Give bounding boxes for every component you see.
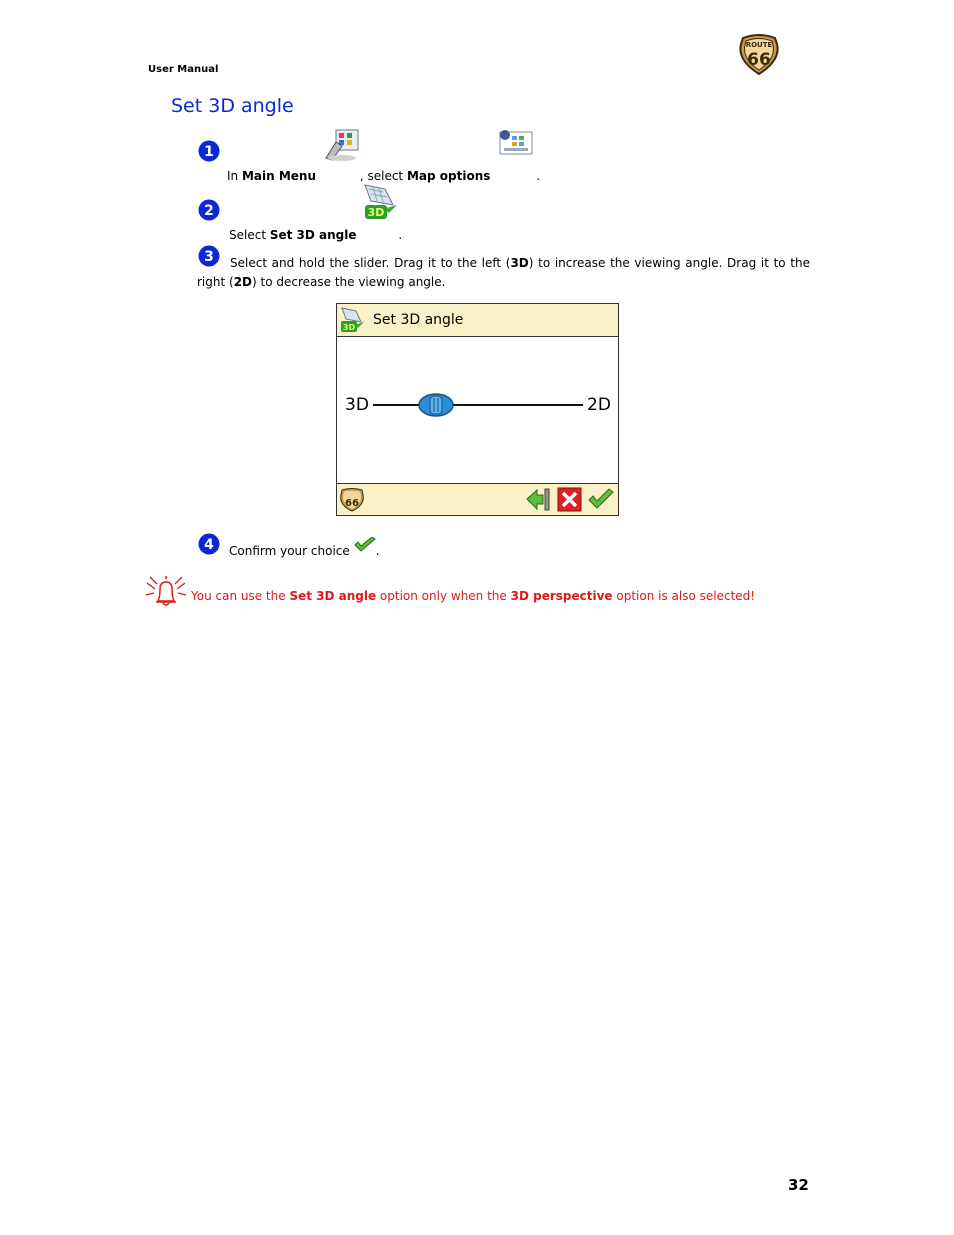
angle-slider-track[interactable] [373,404,583,406]
step-1-text: In Main Menu , select Map options . [227,150,540,186]
warning-text: You can use the Set 3D angle option only when the 3D perspective option is also selected! [191,589,756,603]
main-menu-icon [320,150,360,186]
map-options-icon [494,150,536,186]
warning-note [145,575,765,609]
step-4-text: Confirm your choice . [229,543,379,558]
route66-logo [737,32,781,76]
step-4-number-icon [198,533,220,555]
alarm-bell-icon [145,575,187,607]
screen-title-bar [337,304,618,337]
back-icon[interactable] [525,487,551,512]
svg-text:2: 2 [204,203,214,219]
set-3d-angle-icon [340,307,366,333]
confirm-check-icon[interactable] [587,488,615,511]
slider-right-label: 2D [587,395,611,415]
step-3-text: Select and hold the slider. Drag it to the left (3D) to increase the viewing angle. Drag it to the right (2D) to decrease the viewing angle. [197,256,810,289]
angle-slider-thumb[interactable] [418,393,454,417]
header-label: User Manual [148,64,219,75]
step-1-number-icon [198,140,220,162]
step-2-text: Select Set 3D angle 3D . [229,209,402,245]
section-title: Set 3D angle [171,95,294,117]
svg-text:3D: 3D [342,323,356,332]
svg-text:66: 66 [345,498,359,509]
slider-left-label: 3D [345,395,369,415]
svg-text:3: 3 [204,249,214,265]
screen-title: Set 3D angle [373,312,464,328]
confirm-check-icon [354,543,376,557]
route66-home-icon[interactable] [339,487,365,512]
logo-route-text: ROUTE [745,41,773,49]
screen-toolbar [337,483,618,515]
page-number: 32 [788,1176,809,1194]
cancel-icon[interactable] [557,487,582,512]
set-3d-angle-icon [360,206,398,245]
svg-text:3D: 3D [367,206,385,219]
svg-text:1: 1 [204,144,214,160]
svg-text:4: 4 [204,537,214,553]
set-3d-angle-screen [336,303,619,516]
step-2-number-icon [198,199,220,221]
logo-number-text: 66 [747,50,771,70]
